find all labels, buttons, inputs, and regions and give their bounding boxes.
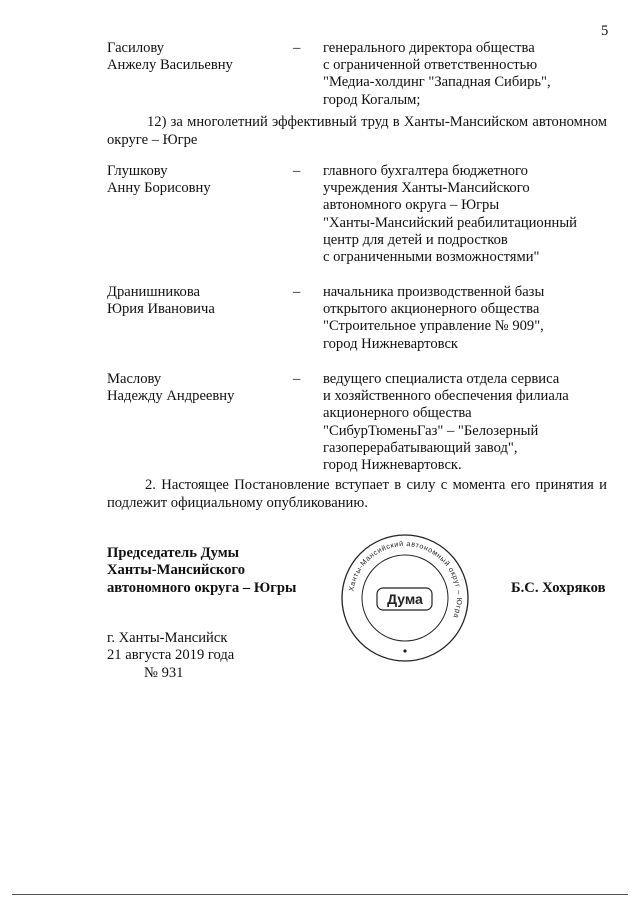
- awardee-dash: –: [293, 371, 301, 387]
- section-12-line: округе – Югре: [107, 131, 198, 148]
- awardee-position-line: и хозяйственного обеспечения филиала: [323, 388, 569, 405]
- awardee-position-line: город Когалым;: [323, 91, 421, 108]
- signatory-title-line: Ханты-Мансийского: [107, 562, 245, 579]
- awardee-name: [107, 371, 277, 405]
- awardee-dash: –: [293, 40, 301, 56]
- awardee-position-line: "Медиа-холдинг "Западная Сибирь",: [323, 74, 551, 91]
- stamp-center-text: Дума: [387, 591, 423, 607]
- awardee-position: [323, 163, 623, 266]
- awardee-position-line: газоперерабатывающий завод",: [323, 439, 518, 456]
- stamp-ring-text: Ханты-Мансийский автономный округ – Югра: [346, 538, 465, 620]
- awardee-entry: [0, 284, 640, 354]
- awardee-dash: –: [293, 163, 301, 179]
- awardee-position-line: центр для детей и подростков: [323, 231, 508, 248]
- awardee-name: [107, 284, 277, 318]
- place-date-block: [107, 630, 234, 682]
- awardee-position-line: "Строительное управление № 909",: [323, 318, 544, 335]
- official-stamp: [330, 533, 480, 663]
- date: 21 августа 2019 года: [107, 647, 235, 664]
- awardee-name-line: Анну Борисовну: [107, 180, 211, 197]
- page-number: 5: [601, 23, 609, 39]
- stamp-dot: [403, 649, 406, 652]
- section-12-line: 12) за многолетний эффективный труд в Ханты-Мансийском автономном: [147, 114, 607, 130]
- clause-2: [107, 477, 607, 512]
- signatory-title-line: автономного округа – Югры: [107, 579, 297, 596]
- awardee-name-line: Дранишникова: [107, 284, 201, 300]
- awardee-position: [323, 371, 623, 474]
- signatory-title-line: Председатель Думы: [107, 545, 240, 561]
- awardee-position-line: главного бухгалтера бюджетного: [323, 163, 528, 179]
- awardee-position-line: с ограниченными возможностями": [323, 249, 540, 266]
- awardee-name: [107, 40, 277, 74]
- awardee-position-line: город Нижневартовск: [323, 335, 459, 352]
- awardee-position-line: город Нижневартовск.: [323, 457, 462, 474]
- awardee-position-line: с ограниченной ответственностью: [323, 57, 538, 74]
- awardee-dash: –: [293, 284, 301, 300]
- awardee-name: [107, 163, 277, 197]
- awardee-name-line: Маслову: [107, 371, 162, 387]
- awardee-position-line: учреждения Ханты-Мансийского: [323, 180, 530, 197]
- awardee-entry: [0, 371, 640, 475]
- section-12-heading: [107, 114, 607, 149]
- clause-2-line: подлежит официальному опубликованию.: [107, 494, 368, 511]
- page-bottom-rule: [12, 894, 628, 895]
- awardee-name-line: Юрия Ивановича: [107, 301, 215, 318]
- document-number: № 931: [144, 664, 184, 681]
- awardee-position-line: открытого акционерного общества: [323, 301, 540, 318]
- awardee-position-line: автономного округа – Югры: [323, 197, 500, 214]
- awardee-position-line: генерального директора общества: [323, 40, 535, 56]
- awardee-position: [323, 40, 623, 109]
- city: г. Ханты-Мансийск: [107, 630, 228, 646]
- awardee-name-line: Анжелу Васильевну: [107, 57, 233, 74]
- signatory-title: [107, 545, 296, 597]
- awardee-entry: [0, 40, 640, 110]
- clause-2-line: 2. Настоящее Постановление вступает в силу с момента его принятия и: [145, 477, 607, 493]
- awardee-entry: [0, 163, 640, 267]
- awardee-position-line: ведущего специалиста отдела сервиса: [323, 371, 560, 387]
- awardee-name-line: Надежду Андреевну: [107, 388, 235, 405]
- awardee-position-line: "СибурТюменьГаз" – "Белозерный: [323, 422, 539, 439]
- awardee-position-line: акционерного общества: [323, 405, 472, 422]
- awardee-name-line: Гасилову: [107, 40, 165, 56]
- awardee-position-line: "Ханты-Мансийский реабилитационный: [323, 214, 577, 231]
- awardee-name-line: Глушкову: [107, 163, 168, 179]
- signatory-name: Б.С. Хохряков: [511, 580, 606, 596]
- awardee-position-line: начальника производственной базы: [323, 284, 545, 300]
- awardee-position: [323, 284, 623, 353]
